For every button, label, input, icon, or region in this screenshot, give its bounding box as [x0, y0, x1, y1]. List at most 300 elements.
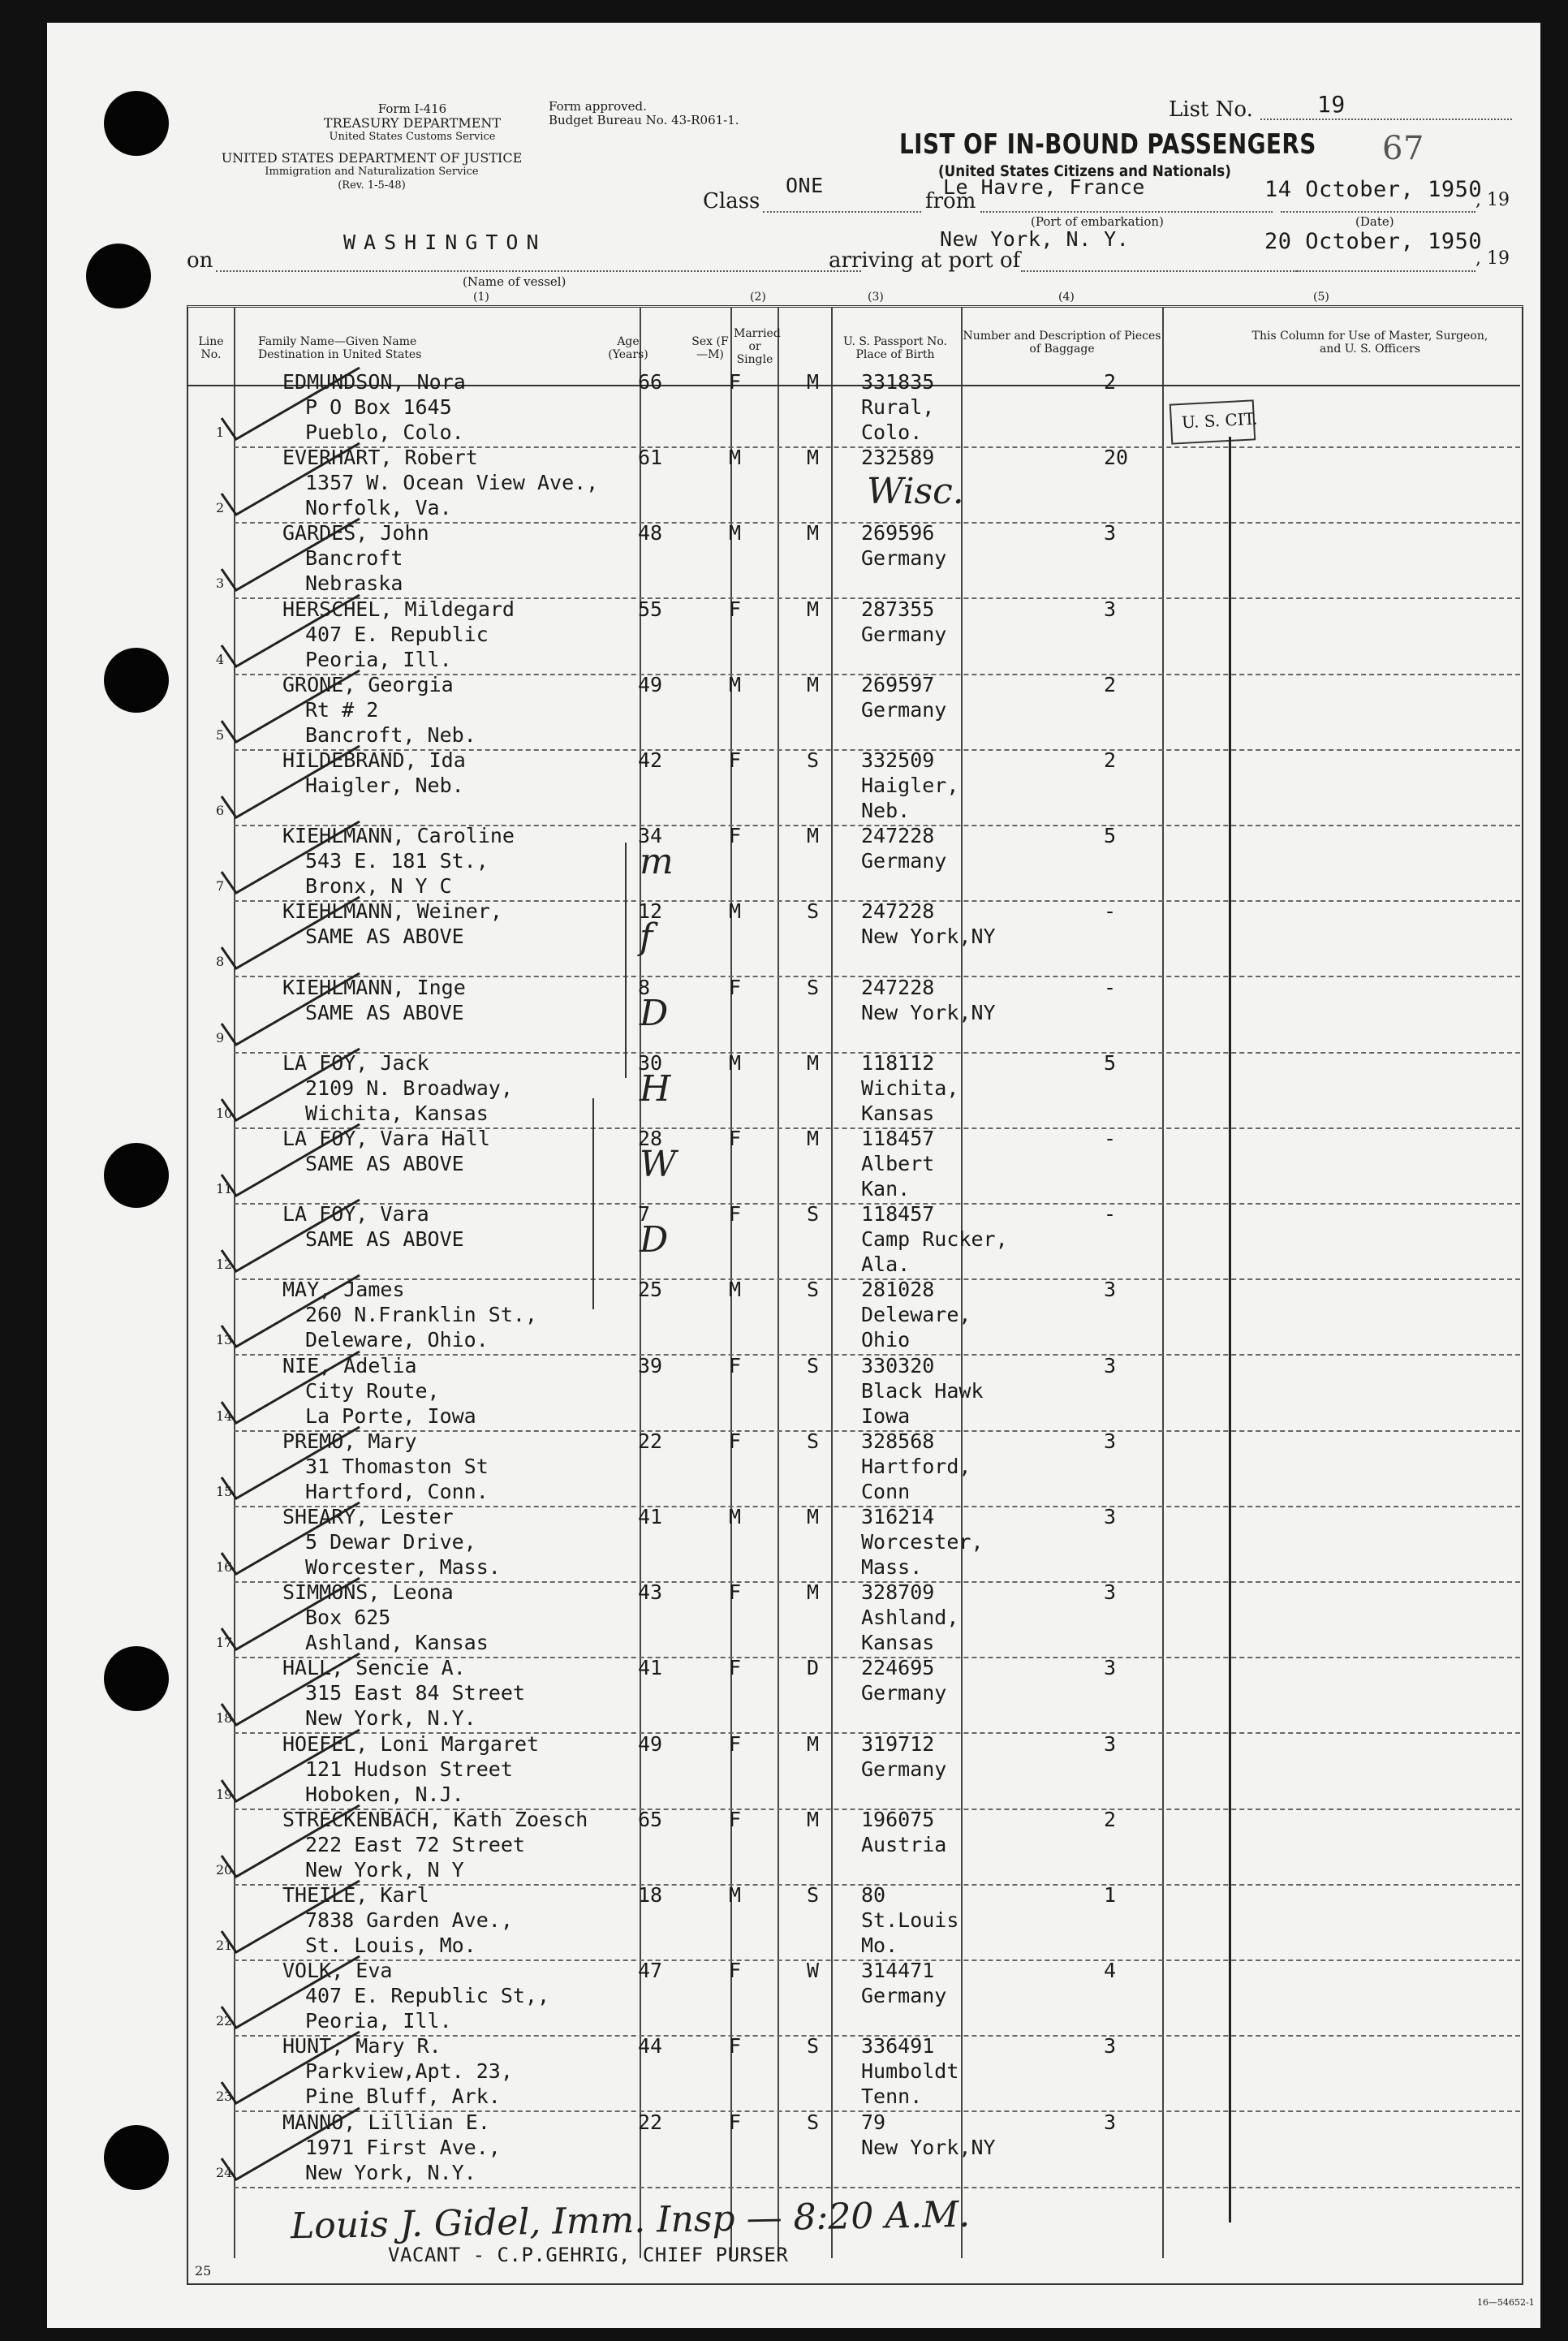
passenger-address: 222 East 72 Street [305, 1833, 525, 1856]
baggage-count: - [1104, 976, 1117, 999]
table-row [47, 1580, 1568, 1656]
handwritten-relation-mark: m [640, 841, 674, 882]
check-mark-stroke [222, 1956, 360, 2028]
passenger-name: NIE, Adelia [282, 1354, 417, 1377]
class-line [763, 211, 921, 213]
passenger-address: Rt # 2 [305, 698, 379, 722]
check-mark-stroke [222, 973, 360, 1045]
place-of-birth: Germany [861, 623, 947, 646]
check-mark-icon [213, 2100, 368, 2189]
passenger-address: Wichita, Kansas [305, 1102, 489, 1125]
check-mark-stroke [222, 1881, 360, 1952]
place-of-birth: Camp Rucker, [861, 1227, 1008, 1251]
passport-number: 80 [861, 1883, 886, 1907]
baggage-count: 3 [1104, 597, 1117, 621]
passport-number: 336491 [861, 2034, 935, 2058]
table-row [47, 1126, 1568, 1202]
line-number: 23 [216, 2089, 233, 2104]
baggage-count: 3 [1104, 1656, 1117, 1679]
baggage-count: - [1104, 1202, 1117, 1226]
check-mark-stroke [222, 1352, 360, 1423]
table-row [47, 1882, 1568, 1959]
passenger-address: Ashland, Kansas [305, 1631, 489, 1654]
passenger-address: Pueblo, Colo. [305, 420, 464, 444]
passenger-marital-status: M [807, 446, 820, 469]
passenger-name: SIMMONS, Leona [282, 1580, 454, 1604]
passenger-name: GRONE, Georgia [282, 673, 454, 696]
arrival-date: 20 October, 1950 [1264, 229, 1483, 254]
passenger-age: 43 [638, 1580, 663, 1604]
check-mark-stroke [222, 1427, 360, 1498]
embarkation-port: Le Havre, France [943, 175, 1145, 199]
passenger-address: New York, N.Y. [305, 1706, 476, 1730]
passenger-address: Pine Bluff, Ark. [305, 2084, 501, 2108]
passenger-address: SAME AS ABOVE [305, 1001, 464, 1024]
place-of-birth: Tenn. [861, 2084, 923, 2108]
passenger-marital-status: M [807, 1732, 820, 1756]
check-mark-stroke [222, 1200, 360, 1271]
passport-number: 331835 [861, 370, 935, 394]
arrival-date-line [1297, 270, 1475, 272]
passport-number: 269596 [861, 521, 935, 545]
place-of-birth: Kansas [861, 1631, 935, 1654]
place-of-birth: Black Hawk [861, 1379, 984, 1403]
table-row [47, 1655, 1568, 1731]
us-cit-stamp-text: U. S. CIT. [1181, 408, 1258, 433]
passenger-age: 47 [638, 1959, 663, 1982]
table-row [47, 1807, 1568, 1883]
passport-number: 319712 [861, 1732, 935, 1756]
check-mark-stroke [222, 443, 360, 515]
place-of-birth: Austria [861, 1833, 947, 1856]
baggage-count: 3 [1104, 1732, 1117, 1756]
baggage-count: 3 [1104, 1429, 1117, 1453]
col-num-2: (2) [750, 291, 766, 304]
passenger-address: 7838 Garden Ave., [305, 1908, 513, 1932]
passenger-name: HUNT, Mary R. [282, 2034, 442, 2058]
check-mark-stroke [222, 1049, 360, 1120]
passenger-sex: M [729, 446, 742, 469]
vacant-purser-line: VACANT - C.P.GEHRIG, CHIEF PURSER [388, 2244, 789, 2266]
passenger-name: MAY, James [282, 1278, 405, 1301]
from-line [980, 211, 1273, 213]
passenger-address: 1357 W. Ocean View Ave., [305, 471, 599, 494]
passenger-sex: F [729, 1429, 742, 1453]
passenger-sex: F [729, 1354, 742, 1377]
from-date-line [1281, 211, 1475, 213]
passenger-address: SAME AS ABOVE [305, 1227, 464, 1251]
vessel-name: WASHINGTON [343, 231, 547, 254]
table-row [47, 369, 1568, 446]
table-row [47, 1504, 1568, 1580]
place-of-birth: Iowa [861, 1404, 911, 1428]
line-number: 10 [216, 1106, 233, 1121]
family-bracket [592, 1098, 594, 1309]
passport-number: 316214 [861, 1505, 935, 1528]
page-title: LIST OF IN-BOUND PASSENGERS [899, 128, 1316, 161]
page-subtitle: (United States Citizens and Nationals) [938, 162, 1231, 180]
col-married: Married or Single [734, 327, 781, 366]
passenger-sex: M [729, 899, 742, 923]
baggage-count: 3 [1104, 521, 1117, 545]
passenger-name: MANNO, Lillian E. [282, 2110, 490, 2134]
passenger-address: Deleware, Ohio. [305, 1328, 489, 1352]
line-number: 21 [216, 1938, 233, 1953]
binder-hole [104, 91, 169, 156]
list-no-value: 19 [1317, 91, 1346, 118]
baggage-count: 2 [1104, 1808, 1117, 1831]
passenger-age: 66 [638, 370, 663, 394]
passenger-address: Bancroft, Neb. [305, 723, 476, 747]
manifest-page [47, 23, 1540, 2328]
form-approval [549, 100, 792, 127]
passport-number: 247228 [861, 976, 935, 999]
passenger-age: 49 [638, 673, 663, 696]
place-of-birth: Mass. [861, 1555, 923, 1579]
line-number: 22 [216, 2013, 233, 2028]
passenger-age: 28 [638, 1127, 663, 1150]
passenger-age: 48 [638, 521, 663, 545]
passenger-address: 31 Thomaston St [305, 1455, 489, 1478]
baggage-count: - [1104, 899, 1117, 923]
baggage-count: 2 [1104, 748, 1117, 772]
line-number: 8 [216, 954, 225, 969]
passenger-sex: M [729, 1505, 742, 1528]
passport-number: 224695 [861, 1656, 935, 1679]
baggage-count: 20 [1104, 446, 1129, 469]
passenger-marital-status: W [807, 1959, 820, 1982]
passenger-address: Parkview,Apt. 23, [305, 2059, 513, 2083]
passenger-name: EDMUNDSON, Nora [282, 370, 466, 394]
passenger-address: City Route, [305, 1379, 440, 1403]
line-number: 3 [216, 576, 225, 591]
passenger-age: 22 [638, 1429, 663, 1453]
passenger-sex: F [729, 824, 742, 847]
form-revision: (Rev. 1-5-48) [338, 179, 406, 192]
passenger-name: HOEFEL, Loni Margaret [282, 1732, 540, 1756]
passenger-address: Hartford, Conn. [305, 1480, 489, 1503]
line-number: 1 [216, 425, 225, 440]
place-of-birth: Humboldt [861, 2059, 959, 2083]
passenger-name: HILDEBRAND, Ida [282, 748, 466, 772]
passenger-address: Peoria, Ill. [305, 2009, 452, 2033]
line-number: 13 [216, 1332, 233, 1347]
table-row [47, 975, 1568, 1051]
passenger-age: 25 [638, 1278, 663, 1301]
passenger-sex: F [729, 748, 742, 772]
passenger-marital-status: M [807, 1505, 820, 1528]
handwritten-relation-mark: W [640, 1144, 677, 1185]
table-row [47, 597, 1568, 673]
check-mark-stroke [222, 1578, 360, 1649]
place-of-birth: St.Louis [861, 1908, 959, 1932]
passport-number: 118457 [861, 1127, 935, 1150]
col-name: Family Name—Given Name Destination in United States [258, 335, 422, 361]
place-of-birth: Worcester, [861, 1530, 984, 1554]
baggage-count: 3 [1104, 1580, 1117, 1604]
place-of-birth: Ala. [861, 1252, 911, 1276]
line-number: 11 [216, 1181, 233, 1196]
place-of-birth: Haigler, [861, 774, 959, 797]
passenger-marital-status: S [807, 1278, 820, 1301]
passenger-name: SHEARY, Lester [282, 1505, 454, 1528]
line-number: 20 [216, 1862, 233, 1878]
passenger-address: St. Louis, Mo. [305, 1934, 476, 1957]
col-num-5: (5) [1313, 291, 1329, 304]
place-of-birth: Deleware, [861, 1303, 971, 1326]
passenger-address: Nebraska [305, 571, 403, 595]
passenger-name: LA FOY, Jack [282, 1051, 429, 1075]
passenger-sex: F [729, 1808, 742, 1831]
passenger-address: Haigler, Neb. [305, 774, 464, 797]
passenger-marital-status: S [807, 976, 820, 999]
passenger-sex: M [729, 1051, 742, 1075]
passenger-age: 41 [638, 1505, 663, 1528]
table-row [47, 1353, 1568, 1429]
passenger-address: SAME AS ABOVE [305, 1152, 464, 1175]
baggage-count: 4 [1104, 1959, 1117, 1982]
passport-number: 332509 [861, 748, 935, 772]
table-row [47, 1731, 1568, 1808]
passenger-address: 5 Dewar Drive, [305, 1530, 476, 1554]
passenger-address: New York, N.Y. [305, 2161, 476, 2184]
check-mark-stroke [222, 595, 360, 666]
place-of-birth: Conn [861, 1480, 911, 1503]
passenger-address: 260 N.Franklin St., [305, 1303, 537, 1326]
vessel-line [216, 270, 861, 272]
baggage-count: 3 [1104, 2034, 1117, 2058]
passenger-address: 2109 N. Broadway, [305, 1076, 513, 1100]
check-mark-stroke [222, 519, 360, 590]
table-row [47, 1050, 1568, 1127]
vessel-caption: (Name of vessel) [463, 274, 566, 289]
passenger-marital-status: M [807, 1808, 820, 1831]
passenger-name: KIEHLMANN, Caroline [282, 824, 515, 847]
line-number: 12 [216, 1257, 233, 1272]
passenger-marital-status: M [807, 521, 820, 545]
passenger-marital-status: S [807, 899, 820, 923]
passenger-name: PREMO, Mary [282, 1429, 417, 1453]
passenger-sex: F [729, 1202, 742, 1226]
passenger-sex: F [729, 2034, 742, 2058]
line-number: 16 [216, 1559, 233, 1575]
year-suffix: , 19 [1475, 190, 1510, 210]
passenger-marital-status: S [807, 748, 820, 772]
passenger-name: STRECKENBACH, Kath Zoesch [282, 1808, 588, 1831]
passenger-name: LA FOY, Vara Hall [282, 1127, 490, 1150]
passenger-sex: F [729, 2110, 742, 2134]
stamped-page-number: 67 [1382, 130, 1424, 167]
table-row [47, 2110, 1568, 2186]
ins-service: Immigration and Naturalization Service [265, 166, 479, 178]
col-line-no: Line No. [198, 335, 224, 361]
passenger-age: 41 [638, 1656, 663, 1679]
place-of-birth: Wichita, [861, 1076, 959, 1100]
passenger-age: 49 [638, 1732, 663, 1756]
passport-number: 287355 [861, 597, 935, 621]
table-row [47, 899, 1568, 975]
baggage-count: 2 [1104, 370, 1117, 394]
check-mark-stroke [222, 746, 360, 817]
passport-number: 330320 [861, 1354, 935, 1377]
handwritten-relation-mark: f [640, 916, 653, 958]
passenger-name: THEILE, Karl [282, 1883, 429, 1907]
passenger-marital-status: S [807, 1429, 820, 1453]
passenger-marital-status: M [807, 1580, 820, 1604]
table-row [47, 2033, 1568, 2110]
table-row [47, 748, 1568, 824]
embark-caption: (Port of embarkation) [1031, 214, 1164, 229]
passenger-sex: F [729, 1732, 742, 1756]
passenger-address: New York, N Y [305, 1858, 464, 1882]
passenger-address: 121 Hudson Street [305, 1757, 513, 1781]
line-number: 14 [216, 1408, 233, 1424]
passenger-marital-status: S [807, 1354, 820, 1377]
passport-number: 79 [861, 2110, 886, 2134]
place-of-birth: New York,NY [861, 925, 996, 948]
budget-bureau: Budget Bureau No. 43-R061-1. [549, 113, 739, 127]
place-of-birth: Germany [861, 698, 947, 722]
table-row [47, 1958, 1568, 2034]
passport-number: 118457 [861, 1202, 935, 1226]
check-mark-stroke [222, 897, 360, 968]
place-of-birth: Albert [861, 1152, 935, 1175]
passenger-sex: F [729, 597, 742, 621]
passenger-age: 22 [638, 2110, 663, 2134]
col-age: Age (Years) [608, 335, 648, 361]
passenger-name: KIEHLMANN, Weiner, [282, 899, 502, 923]
check-mark-stroke [222, 670, 360, 742]
place-of-birth: Colo. [861, 420, 923, 444]
class-value: ONE [786, 174, 824, 197]
passport-number: 232589 [861, 446, 935, 469]
passenger-marital-status: M [807, 1051, 820, 1075]
place-of-birth: Rural, [861, 395, 935, 419]
customs-service: United States Customs Service [329, 131, 496, 143]
from-label: from [925, 189, 976, 213]
date-caption: (Date) [1355, 214, 1394, 229]
line-number-25: 25 [195, 2263, 212, 2278]
passenger-name: HERSCHEL, Mildegard [282, 597, 515, 621]
passenger-sex: F [729, 1127, 742, 1150]
passport-number: 269597 [861, 673, 935, 696]
passenger-address: Worcester, Mass. [305, 1555, 501, 1579]
class-label: Class [703, 189, 760, 213]
col-baggage: Number and Description of Pieces of Baggage [963, 330, 1161, 356]
passenger-sex: F [729, 1580, 742, 1604]
line-number: 19 [216, 1787, 233, 1802]
passenger-sex: M [729, 521, 742, 545]
table-row [47, 445, 1568, 521]
passenger-name: HALL, Sencie A. [282, 1656, 466, 1679]
on-label: on [187, 248, 213, 273]
line-number: 24 [216, 2165, 233, 2180]
place-of-birth: Germany [861, 546, 947, 570]
passenger-address: 407 E. Republic St,, [305, 1984, 550, 2007]
col-num-1: (1) [473, 291, 489, 304]
place-of-birth: Mo. [861, 1934, 898, 1957]
table-row [47, 672, 1568, 748]
line-number: 17 [216, 1635, 233, 1650]
passenger-address: La Porte, Iowa [305, 1404, 476, 1428]
passenger-name: GARDES, John [282, 521, 429, 545]
passenger-age: 65 [638, 1808, 663, 1831]
form-header-left [242, 102, 583, 144]
passenger-age: 39 [638, 1354, 663, 1377]
passenger-address: 543 E. 181 St., [305, 849, 489, 873]
line-number: 5 [216, 727, 225, 743]
passenger-marital-status: D [807, 1656, 820, 1679]
family-bracket [625, 843, 627, 1078]
passenger-marital-status: S [807, 1202, 820, 1226]
check-mark-stroke [222, 1805, 360, 1877]
passenger-name: VOLK, Eva [282, 1959, 393, 1982]
line-number: 6 [216, 803, 225, 818]
col-officers: This Column for Use of Master, Surgeon, and U. S. Officers [1251, 330, 1488, 356]
place-of-birth: Germany [861, 1681, 947, 1705]
passenger-sex: F [729, 1656, 742, 1679]
row-separator [234, 2187, 1520, 2188]
check-mark-stroke [222, 1124, 360, 1196]
print-code: 16—54652-1 [1477, 2297, 1535, 2308]
place-of-birth: New York,NY [861, 2136, 996, 2159]
passenger-address: 1971 First Ave., [305, 2136, 501, 2159]
check-mark-stroke [222, 1502, 360, 1574]
baggage-count: 2 [1104, 673, 1117, 696]
col-sex: Sex (F—M) [691, 335, 729, 361]
passenger-address: 315 East 84 Street [305, 1681, 525, 1705]
baggage-count: 5 [1104, 824, 1117, 847]
baggage-count: 3 [1104, 1278, 1117, 1301]
passenger-age: 30 [638, 1051, 663, 1075]
place-of-birth: Ohio [861, 1328, 911, 1352]
passenger-sex: F [729, 976, 742, 999]
passenger-address: Hoboken, N.J. [305, 1783, 464, 1806]
passenger-address: Box 625 [305, 1606, 391, 1629]
embarkation-date: 14 October, 1950 [1264, 177, 1483, 202]
passenger-age: 44 [638, 2034, 663, 2058]
place-of-birth: Kansas [861, 1102, 935, 1125]
check-mark-stroke [222, 2108, 360, 2179]
baggage-count: 3 [1104, 2110, 1117, 2134]
passenger-sex: M [729, 673, 742, 696]
col-num-4: (4) [1058, 291, 1075, 304]
list-no-label: List No. [1169, 97, 1253, 122]
line-number: 18 [216, 1710, 233, 1726]
line-number: 15 [216, 1484, 233, 1499]
passenger-marital-status: M [807, 1127, 820, 1150]
passenger-address: Peoria, Ill. [305, 648, 452, 671]
place-of-birth: Hartford, [861, 1455, 971, 1478]
baggage-count: 3 [1104, 1354, 1117, 1377]
passenger-name: KIEHLMANN, Inge [282, 976, 466, 999]
baggage-count: 3 [1104, 1505, 1117, 1528]
inspector-signature: Louis J. Gidel, Imm. Insp — 8:20 A.M. [290, 2193, 971, 2248]
passport-number: 118112 [861, 1051, 935, 1075]
handwritten-relation-mark: H [640, 1068, 671, 1110]
passport-number: 328709 [861, 1580, 935, 1604]
passport-number: 328568 [861, 1429, 935, 1453]
arriving-label: arriving at port of [829, 248, 1021, 273]
passenger-marital-status: S [807, 2110, 820, 2134]
line-number: 7 [216, 878, 225, 894]
passenger-sex: M [729, 1278, 742, 1301]
check-mark-stroke [222, 821, 360, 893]
passenger-address: Norfolk, Va. [305, 496, 452, 520]
form-approved: Form approved. [549, 99, 647, 114]
passenger-address: 407 E. Republic [305, 623, 489, 646]
passenger-age: 12 [638, 899, 663, 923]
